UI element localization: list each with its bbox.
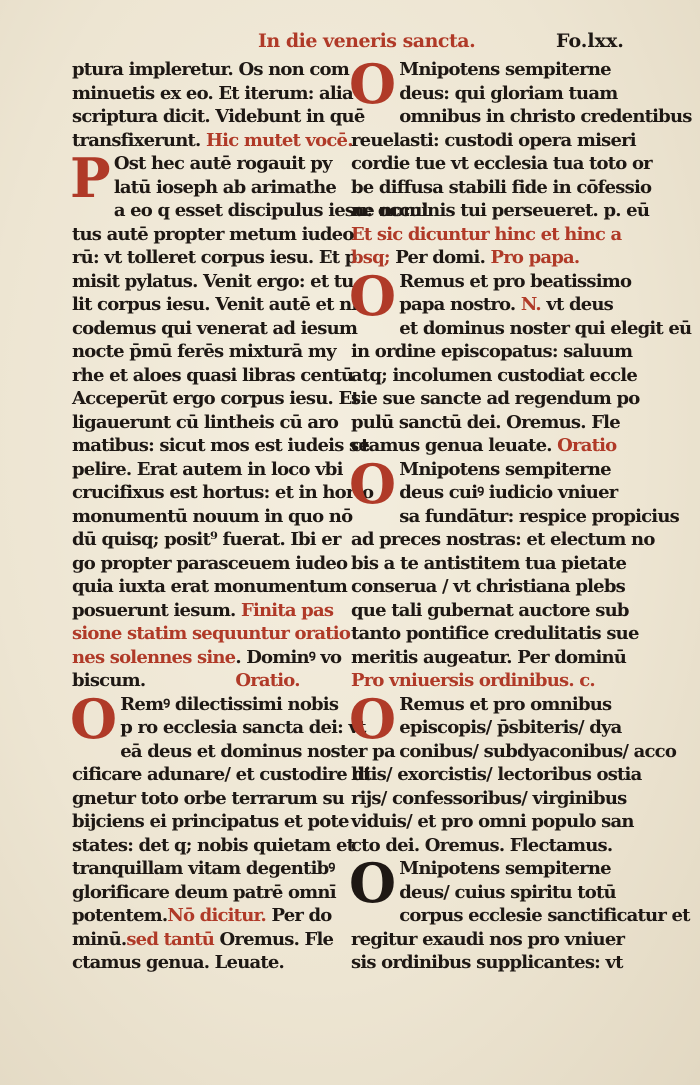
text-line: Remus et pro beatissimo bbox=[399, 270, 632, 292]
left-column bbox=[70, 58, 428, 975]
text-line: regitur exaudi nos pro vniuer bbox=[351, 928, 625, 950]
rubric-line: sione statim sequuntur oratio bbox=[72, 623, 351, 644]
text-line: conserua / vt christiana plebs bbox=[351, 576, 625, 597]
text-line: pelire. Erat autem in loco vbi bbox=[72, 458, 343, 480]
text-line: go propter parasceuem iudeo bbox=[72, 552, 348, 574]
text-line: nocte p̄mū ferēs mixturā my bbox=[72, 341, 336, 362]
text-line: Mnipotens sempiterne bbox=[399, 59, 611, 80]
text-line: sis ordinibus supplicantes: vt bbox=[351, 952, 623, 973]
rubric: Pro papa. bbox=[490, 247, 580, 268]
text-line: lit corpus iesu. Venit autē et ni bbox=[72, 294, 358, 315]
text-line: pulū sanctū dei. Oremus. Fle bbox=[351, 411, 620, 433]
initial-letter: O bbox=[349, 451, 396, 516]
text-line: matibus: sicut mos est iudeis se bbox=[72, 435, 369, 456]
text-line: tanto pontifice credulitatis sue bbox=[351, 623, 639, 644]
initial-letter: O bbox=[349, 686, 396, 751]
text-line: reuelasti: custodi opera miseri bbox=[351, 129, 636, 151]
text-line: deus cuiꝰ iudicio vniuer bbox=[399, 482, 618, 503]
text-line: omnibus in christo credentibus bbox=[399, 106, 692, 127]
text-line: atq; incolumen custodiat eccle bbox=[351, 364, 637, 386]
passage-joseph bbox=[70, 146, 428, 693]
text-line: cordie tue vt ecclesia tua toto or bbox=[351, 153, 652, 174]
rubric: sed tantū bbox=[126, 928, 215, 950]
text-line: deus: qui gloriam tuam bbox=[399, 82, 618, 104]
text-line: minuetis ex eo. Et iterum: alia bbox=[72, 82, 353, 104]
rubric: Oratio bbox=[557, 435, 617, 456]
rubric: Nō dicitur. bbox=[167, 905, 266, 926]
passage-pro-papa bbox=[349, 263, 692, 458]
text-line: dū quisq; posit⁹ fuerat. Ibi er bbox=[72, 529, 341, 550]
text-line: tranquillam vitam degentibꝰ bbox=[72, 858, 335, 879]
rubric: Oratio. bbox=[235, 670, 300, 691]
text-line: biscum. Oratio. bbox=[72, 670, 300, 691]
text-line: rū: vt tolleret corpus iesu. Et p bbox=[72, 247, 357, 268]
text-line: et dominus noster qui elegit eū bbox=[399, 317, 692, 339]
text-line: sie sue sancte ad regendum po bbox=[351, 388, 640, 409]
text-line: Remus et pro omnibus bbox=[399, 693, 612, 715]
text-line: states: det q; nobis quietam et bbox=[72, 834, 355, 856]
rubric: Finita pas bbox=[241, 599, 334, 621]
initial-letter: O bbox=[70, 686, 117, 751]
text-line: episcopis/ p̄sbiteris/ dya bbox=[399, 717, 622, 738]
initial-letter: O bbox=[349, 263, 396, 328]
text-line: ne nominis tui perseueret. p. eū bbox=[351, 200, 650, 221]
text-line: transfixerunt. Hic mutet vocē. bbox=[72, 129, 353, 151]
text-line: monumentū nouum in quo nō bbox=[72, 505, 353, 527]
passage-oremus bbox=[70, 686, 395, 975]
text-line: crucifixus est hortus: et in horto bbox=[72, 482, 374, 503]
text-line: ptura impleretur. Os non com bbox=[72, 59, 349, 80]
passage-omnipotens-3 bbox=[349, 851, 690, 975]
text-line: que tali gubernat auctore sub bbox=[351, 599, 629, 621]
running-title: In die veneris sancta. bbox=[258, 30, 476, 52]
text-line: in ordine episcopatus: saluum bbox=[351, 341, 633, 362]
passage-omnipotens-1 bbox=[349, 52, 692, 270]
rubric-line: Et sic dicuntur hinc et hinc a bbox=[351, 223, 622, 245]
text-line: a eo q esset discipulus iesu: occul bbox=[113, 200, 428, 221]
passage-omnipotens-2 bbox=[349, 451, 679, 693]
folio-number: Fo.lxx. bbox=[556, 30, 624, 52]
text-line: ctamus genua. Leuate. bbox=[72, 952, 284, 973]
text-line: Remꝰ dilectissimi nobis bbox=[120, 693, 339, 715]
text-line: scriptura dicit. Videbunt in quē bbox=[72, 106, 365, 127]
text-line: quia iuxta erat monumentum bbox=[72, 576, 347, 597]
text-line: codemus qui venerat ad iesum bbox=[72, 317, 358, 339]
rubric: N. bbox=[520, 294, 541, 315]
text-line: nes solennes sine. Dominꝰ vo bbox=[72, 646, 342, 668]
text-line: cto dei. Oremus. Flectamus. bbox=[351, 834, 613, 856]
text-line: papa nostro. N. vt deus bbox=[399, 294, 614, 315]
text-line: bis a te antistitem tua pietate bbox=[351, 552, 627, 574]
text-line: Ost hec autē rogauit py bbox=[113, 153, 332, 174]
text-line: minū.sed tantū Oremus. Fle bbox=[72, 928, 334, 950]
text-line: corpus ecclesie sanctificatur et bbox=[399, 905, 690, 926]
text-line: tus autē propter metum iudeo bbox=[72, 223, 354, 245]
text-line: Mnipotens sempiterne bbox=[399, 858, 611, 879]
text-line: Acceperūt ergo corpus iesu. Et bbox=[72, 388, 359, 409]
text-line: ligauerunt cū lintheis cū aro bbox=[72, 411, 339, 433]
text-line: ctamus genua leuate. Oratio bbox=[351, 435, 617, 456]
text-line: eā deus et dominus noster pa bbox=[120, 740, 395, 762]
text-line: p ro ecclesia sancta dei: vt bbox=[120, 717, 366, 738]
text-line: bsq; Per domi. Pro papa. bbox=[351, 247, 580, 268]
initial-letter: O bbox=[349, 52, 396, 116]
text-line: latū ioseph ab arimathe bbox=[113, 176, 337, 198]
rubric: Hic mutet vocē. bbox=[205, 129, 353, 151]
text-line: sa fundātur: respice propicius bbox=[399, 505, 679, 527]
text-line: posuerunt iesum. Finita pas bbox=[72, 599, 334, 621]
text-line: rhe et aloes quasi libras centū bbox=[72, 364, 354, 386]
initial-letter: O bbox=[349, 851, 396, 915]
text-line: glorificare deum patrē omnī bbox=[72, 881, 336, 903]
text-line: Mnipotens sempiterne bbox=[399, 458, 611, 480]
text-line: viduis/ et pro omni populo san bbox=[351, 811, 634, 832]
text-line: gnetur toto orbe terrarum su bbox=[72, 787, 345, 809]
text-line: be diffusa stabili fide in cōfessio bbox=[351, 176, 652, 198]
text-line: deus/ cuius spiritu totū bbox=[399, 881, 616, 903]
rubric-line: Pro vniuersis ordinibus. c. bbox=[351, 670, 595, 691]
text-line: rijs/ confessoribus/ virginibus bbox=[351, 787, 627, 809]
text-line: meritis augeatur. Per dominū bbox=[351, 646, 627, 668]
text-line: potentem.Nō dicitur. Per do bbox=[72, 905, 332, 926]
right-column bbox=[349, 52, 692, 975]
text-line: litis/ exorcistis/ lectoribus ostia bbox=[351, 764, 642, 785]
text-line: bijciens ei principatus et pote bbox=[72, 811, 349, 832]
text-line: cificare adunare/ et custodire di bbox=[72, 764, 371, 785]
initial-letter: P bbox=[70, 146, 110, 210]
text-line: conibus/ subdyaconibus/ acco bbox=[399, 740, 677, 762]
passage-pro-omnibus bbox=[349, 686, 677, 858]
text-line: misit pylatus. Venit ergo: et tu bbox=[72, 270, 354, 292]
text-line: ad preces nostras: et electum no bbox=[351, 529, 655, 550]
